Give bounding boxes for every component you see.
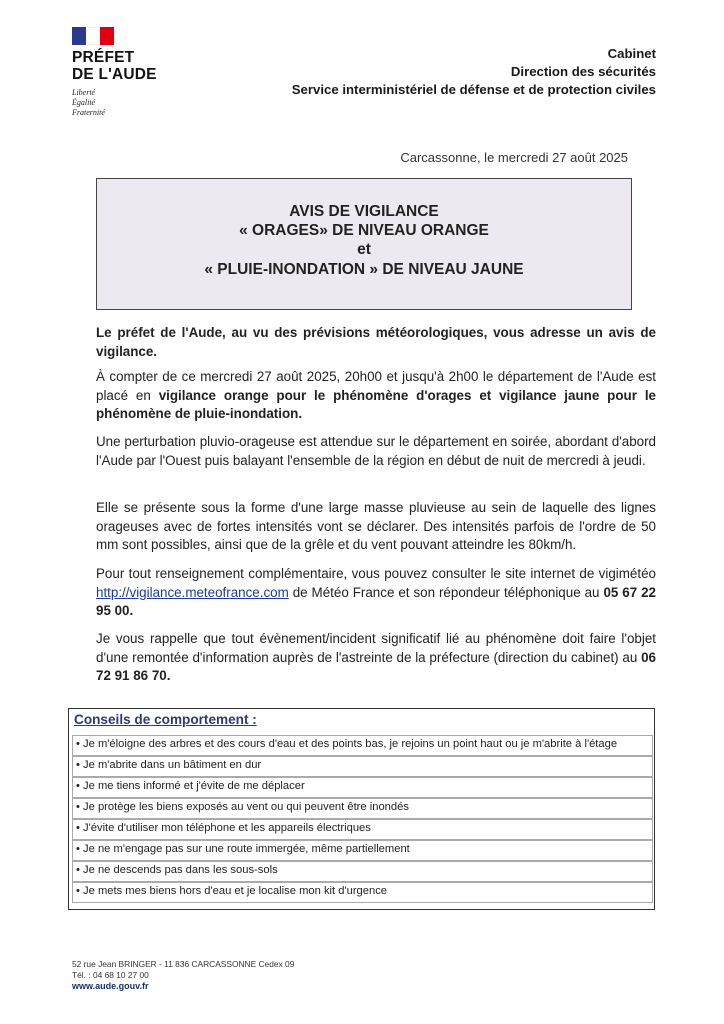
paragraph-vigilance-text: À compter de ce mercredi 27 août 2025, 20h00 et jusqu'à 2h00 le département de l'Aude est placé en [96, 369, 656, 403]
advice-item [72, 882, 653, 903]
header-service: Service interministériel de défense et de protection civiles [291, 82, 656, 97]
advice-item-text: • Je me tiens informé et j'évite de me déplacer [76, 780, 305, 792]
advice-item-text: • Je m'abrite dans un bâtiment en dur [76, 759, 262, 771]
logo-prefet-text: PRÉFET [72, 49, 135, 66]
title-box [96, 178, 632, 310]
paragraph-perturbation: Une perturbation pluvio-orageuse est attendue sur le département en soirée, abordant d'abord l'Aude par l'Ouest puis balayant l'ensemble de la région en début de nuit de mercredi à jeudi. [96, 434, 656, 468]
advice-item [72, 819, 653, 840]
paragraph-info-text-b: de Météo France et son répondeur téléphonique au [288, 584, 604, 600]
paragraph-intro: Le préfet de l'Aude, au vu des prévisions météorologiques, vous adresse un avis de vigilance. [96, 325, 656, 359]
logo-aude-text: DE L'AUDE [72, 66, 157, 83]
title-line-3: et [357, 241, 371, 258]
paragraph-vigilance-bold: vigilance orange pour le phénomène d'orages et vigilance jaune pour le phénomène de pluie-inondation. [96, 387, 656, 422]
advice-item-text: • Je mets mes biens hors d'eau et je localise mon kit d'urgence [76, 885, 388, 897]
motto-egalite: Égalité [72, 98, 96, 107]
advice-item [72, 840, 653, 861]
advice-item-text: • Je ne m'engage pas sur une route immergée, même partiellement [76, 843, 410, 855]
advice-item [72, 756, 653, 777]
footer-phone: Tél. : 04 68 10 27 00 [72, 970, 149, 980]
advice-item-text: • Je m'éloigne des arbres et des cours d'eau et des points bas, je rejoins un point haut ou je m'abrite à l'étage [76, 738, 618, 750]
paragraph-intensity: Elle se présente sous la forme d'une large masse pluvieuse au sein de laquelle des lignes orageuses avec de fortes intensités vont se déclarer. Des intensités parfois de l'ordre de 50 mm sont possibles, ainsi que de la grêle et du vent pouvant atteindre les 80km/h. [96, 500, 656, 553]
header-direction: Direction des sécurités [510, 64, 656, 79]
advice-item [72, 777, 653, 798]
advice-title: Conseils de comportement : [74, 712, 257, 727]
motto-liberte: Liberté [72, 88, 96, 97]
advice-item [72, 861, 653, 882]
advice-item-text: • Je ne descends pas dans les sous-sols [76, 864, 278, 876]
paragraph-reminder [96, 630, 656, 686]
republic-flag-logo [72, 27, 114, 45]
header-cabinet: Cabinet [607, 46, 656, 61]
advice-item-text: • J'évite d'utiliser mon téléphone et les appareils électriques [76, 822, 371, 834]
meteo-phone-number: 05 67 22 95 00. [96, 584, 657, 619]
title-line-2: « ORAGES» DE NIVEAU ORANGE [239, 222, 489, 239]
vigilance-link[interactable]: http://vigilance.meteofrance.com [96, 584, 289, 600]
title-line-4: « PLUIE-INONDATION » DE NIVEAU JAUNE [204, 261, 524, 278]
paragraph-info-text-a: Pour tout renseignement complémentaire, vous pouvez consulter le site internet de vigimétéo [96, 566, 656, 581]
footer-address: 52 rue Jean BRINGER - 11 836 CARCASSONNE Cedex 09 [72, 959, 295, 969]
paragraph-reminder-text: Je vous rappelle que tout évènement/incident significatif lié au phénomène doit faire l'objet d'une remontée d'information auprès de l'astreinte de la préfecture (direction du cabinet) au [96, 631, 656, 665]
footer-website-link[interactable]: www.aude.gouv.fr [72, 981, 149, 991]
advice-item [72, 735, 653, 756]
prefecture-phone-number: 06 72 91 86 70. [96, 649, 656, 684]
motto-fraternite: Fraternité [72, 108, 105, 117]
advice-item-text: • Je protège les biens exposés au vent ou qui peuvent être inondés [76, 801, 409, 813]
advice-item [72, 798, 653, 819]
paragraph-vigilance [96, 368, 656, 424]
paragraph-info [96, 565, 656, 621]
title-line-1: AVIS DE VIGILANCE [289, 203, 439, 220]
document-date: Carcassonne, le mercredi 27 août 2025 [400, 150, 628, 165]
